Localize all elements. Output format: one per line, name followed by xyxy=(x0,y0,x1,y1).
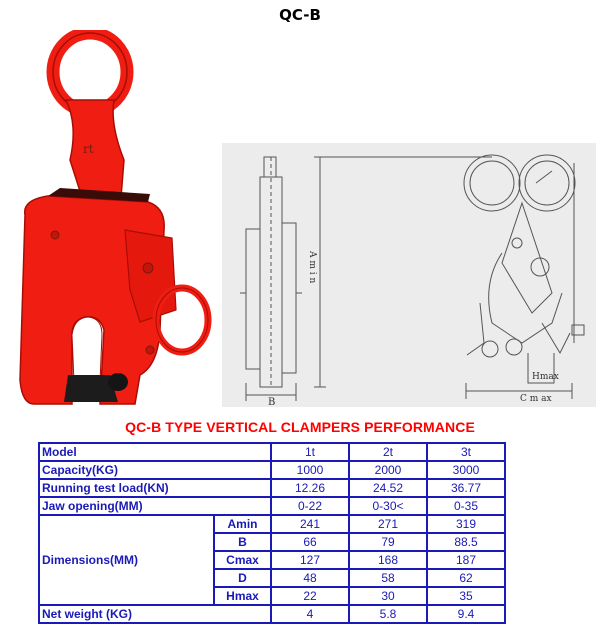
performance-table xyxy=(38,442,506,624)
row-label: Net weight (KG) xyxy=(39,605,271,623)
table-row xyxy=(39,479,505,497)
cell: 66 xyxy=(271,533,349,551)
cell: 22 xyxy=(271,587,349,605)
sub-label: Hmax xyxy=(214,587,271,605)
cell: 187 xyxy=(427,551,505,569)
cell: 9.4 xyxy=(427,605,505,623)
dim-amin-label: A m i n xyxy=(307,251,317,284)
shackle-marking: rt xyxy=(83,142,94,156)
table-row xyxy=(39,497,505,515)
cell: 58 xyxy=(349,569,427,587)
dim-b-label: B xyxy=(268,397,276,407)
cell: 30 xyxy=(349,587,427,605)
sub-label: B xyxy=(214,533,271,551)
cell: 5.8 xyxy=(349,605,427,623)
cell: 3000 xyxy=(427,461,505,479)
cell: 35 xyxy=(427,587,505,605)
cell: 0-35 xyxy=(427,497,505,515)
cell: 79 xyxy=(349,533,427,551)
table-row xyxy=(39,461,505,479)
cell: 127 xyxy=(271,551,349,569)
row-label: Running test load(KN) xyxy=(39,479,271,497)
sub-label: Cmax xyxy=(214,551,271,569)
table-row xyxy=(39,515,505,533)
product-photo xyxy=(0,30,215,415)
cell: 2000 xyxy=(349,461,427,479)
cell: 48 xyxy=(271,569,349,587)
col-3t: 3t xyxy=(427,443,505,461)
table-row xyxy=(39,605,505,623)
table-header-row xyxy=(39,443,505,461)
dimensions-label: Dimensions(MM) xyxy=(39,515,214,605)
row-label: Capacity(KG) xyxy=(39,461,271,479)
cell: 168 xyxy=(349,551,427,569)
col-1t: 1t xyxy=(271,443,349,461)
cell: 0-30< xyxy=(349,497,427,515)
model-header: Model xyxy=(39,443,271,461)
row-label: Jaw opening(MM) xyxy=(39,497,271,515)
cell: 271 xyxy=(349,515,427,533)
sub-label: Amin xyxy=(214,515,271,533)
dim-hmax-label: Hmax xyxy=(532,372,559,382)
cell: 319 xyxy=(427,515,505,533)
cell: 62 xyxy=(427,569,505,587)
dim-cmax-label: C m ax xyxy=(520,394,552,404)
sub-label: D xyxy=(214,569,271,587)
cell: 12.26 xyxy=(271,479,349,497)
cell: 0-22 xyxy=(271,497,349,515)
cell: 1000 xyxy=(271,461,349,479)
table-title: QC-B TYPE VERTICAL CLAMPERS PERFORMANCE xyxy=(125,419,475,435)
col-2t: 2t xyxy=(349,443,427,461)
technical-drawing xyxy=(222,143,596,407)
cell: 24.52 xyxy=(349,479,427,497)
jaw-opening xyxy=(72,317,102,382)
cell: 4 xyxy=(271,605,349,623)
page-title: QC-B xyxy=(279,6,321,24)
cell: 88.5 xyxy=(427,533,505,551)
cell: 241 xyxy=(271,515,349,533)
cell: 36.77 xyxy=(427,479,505,497)
